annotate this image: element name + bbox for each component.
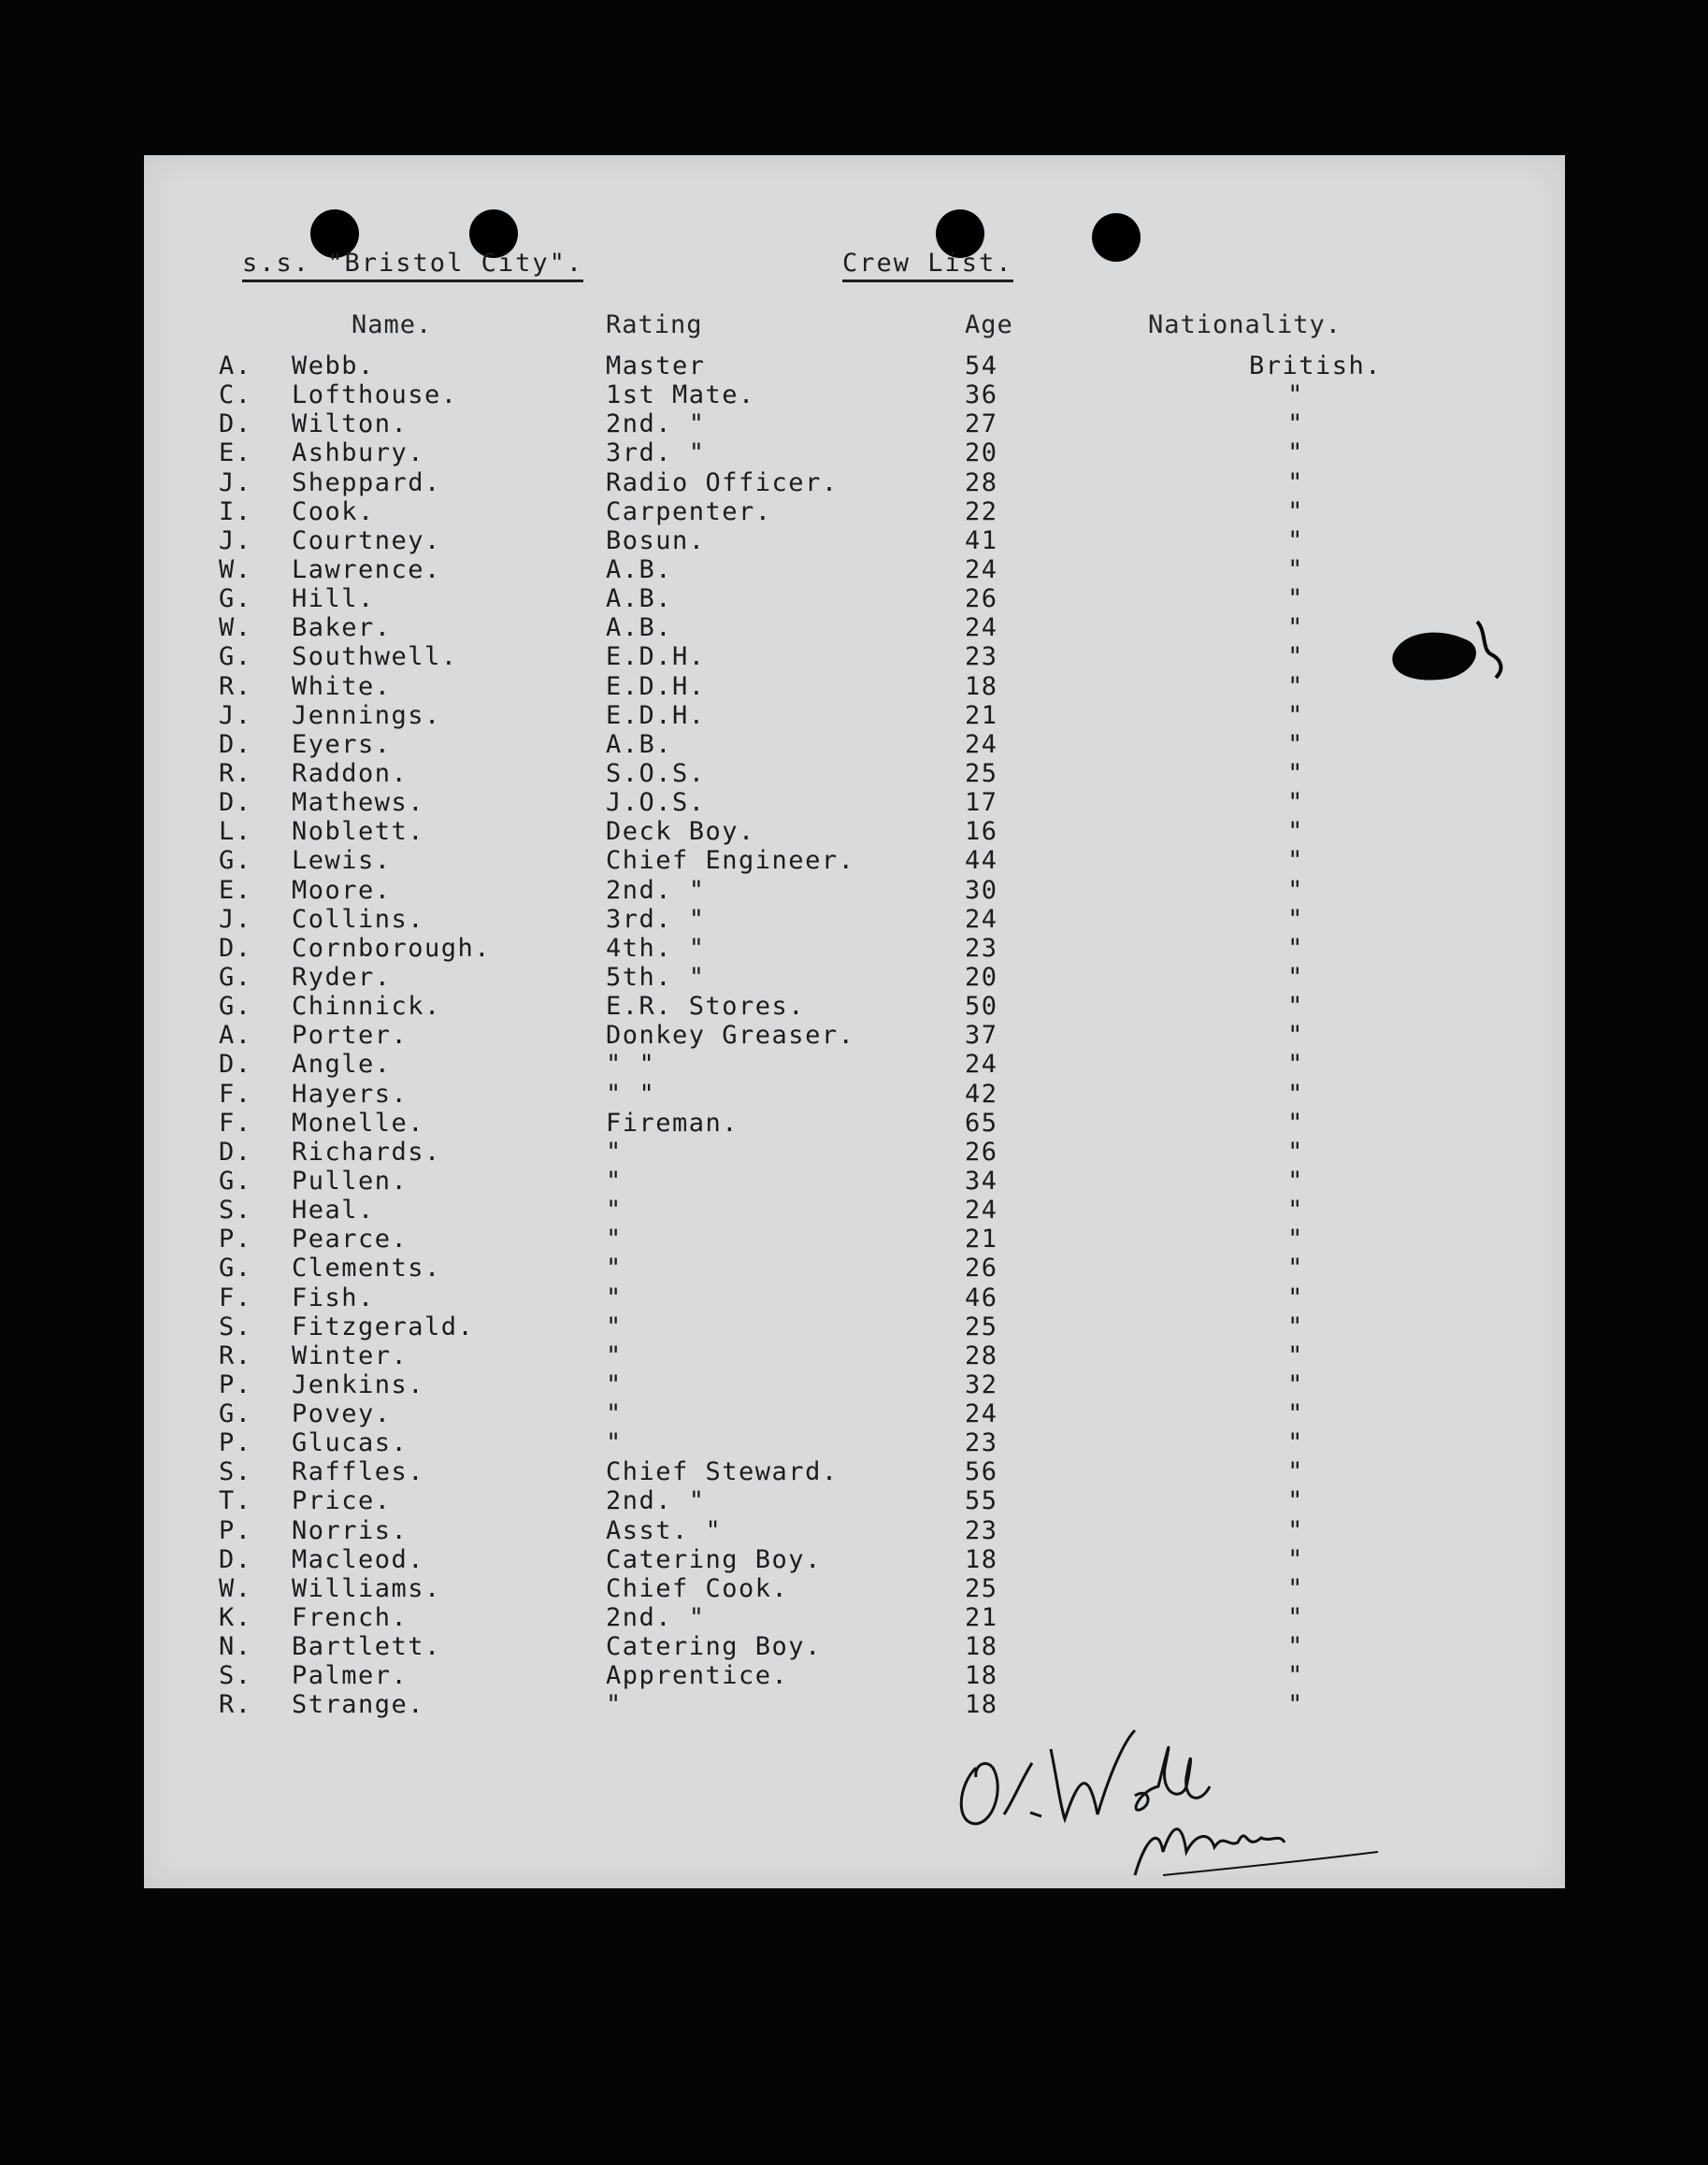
crew-list-page bbox=[144, 155, 1565, 1888]
crew-age: 24 bbox=[965, 904, 998, 934]
crew-nationality: " bbox=[1287, 1661, 1304, 1691]
crew-age: 65 bbox=[965, 1108, 998, 1138]
crew-age: 42 bbox=[965, 1079, 998, 1109]
crew-nationality: " bbox=[1287, 1428, 1304, 1458]
crew-surname: Clements. bbox=[292, 1254, 441, 1283]
crew-initial: J. bbox=[219, 467, 252, 497]
crew-row bbox=[219, 876, 1509, 905]
crew-row bbox=[219, 1516, 1509, 1545]
crew-surname: Southwell. bbox=[292, 642, 458, 672]
crew-rating: Apprentice. bbox=[606, 1661, 789, 1691]
crew-row bbox=[219, 1021, 1509, 1050]
crew-surname: Jenkins. bbox=[292, 1369, 425, 1399]
crew-rating: Catering Boy. bbox=[606, 1544, 822, 1574]
crew-surname: Ryder. bbox=[292, 962, 392, 992]
crew-age: 54 bbox=[965, 351, 998, 380]
crew-rating: A.B. bbox=[606, 613, 673, 643]
crew-age: 23 bbox=[965, 1515, 998, 1545]
crew-surname: Chinnick. bbox=[292, 992, 441, 1022]
crew-surname: Macleod. bbox=[292, 1544, 425, 1574]
crew-nationality: " bbox=[1287, 846, 1304, 876]
crew-initial: R. bbox=[219, 758, 252, 788]
crew-rating: Asst. " bbox=[606, 1515, 723, 1545]
crew-surname: White. bbox=[292, 671, 392, 701]
crew-surname: Angle. bbox=[292, 1050, 392, 1080]
crew-surname: Eyers. bbox=[292, 729, 392, 759]
crew-surname: Palmer. bbox=[292, 1661, 409, 1691]
crew-nationality: " bbox=[1287, 1515, 1304, 1545]
crew-initial: R. bbox=[219, 1341, 252, 1370]
crew-row bbox=[219, 409, 1509, 438]
crew-surname: Collins. bbox=[292, 904, 425, 934]
crew-surname: Raddon. bbox=[292, 758, 409, 788]
crew-initial: D. bbox=[219, 1544, 252, 1574]
crew-rating: " bbox=[606, 1225, 623, 1255]
crew-rating: " " bbox=[606, 1050, 656, 1080]
crew-row bbox=[219, 730, 1509, 759]
crew-nationality: British. bbox=[1249, 351, 1383, 380]
crew-row bbox=[219, 613, 1509, 642]
crew-nationality: " bbox=[1287, 758, 1304, 788]
margin-note-1c bbox=[1468, 449, 1524, 505]
crew-rating: Master bbox=[606, 351, 706, 380]
crew-nationality: " bbox=[1287, 1225, 1304, 1255]
crew-initial: D. bbox=[219, 1050, 252, 1080]
crew-age: 44 bbox=[965, 846, 998, 876]
list-title: Crew List. bbox=[842, 249, 1013, 282]
crew-initial: G. bbox=[219, 1254, 252, 1283]
ink-stamp-blot bbox=[1384, 612, 1514, 696]
crew-nationality: " bbox=[1287, 584, 1304, 614]
crew-initial: S. bbox=[219, 1312, 252, 1341]
crew-row bbox=[219, 1457, 1509, 1486]
crew-nationality: " bbox=[1287, 1369, 1304, 1399]
crew-rating: 5th. " bbox=[606, 962, 706, 992]
crew-row bbox=[219, 846, 1509, 875]
crew-initial: R. bbox=[219, 1690, 252, 1720]
crew-age: 27 bbox=[965, 409, 998, 439]
crew-age: 18 bbox=[965, 671, 998, 701]
crew-nationality: " bbox=[1287, 671, 1304, 701]
crew-initial: S. bbox=[219, 1457, 252, 1487]
crew-rating: 2nd. " bbox=[606, 875, 706, 905]
ship-name: s.s. "Bristol City". bbox=[242, 249, 583, 282]
crew-age: 26 bbox=[965, 1254, 998, 1283]
crew-nationality: " bbox=[1287, 438, 1304, 468]
crew-age: 18 bbox=[965, 1632, 998, 1662]
crew-rating: " bbox=[606, 1137, 623, 1167]
crew-rating: " bbox=[606, 1399, 623, 1429]
crew-row bbox=[219, 1225, 1509, 1254]
column-header-rating: Rating bbox=[606, 310, 703, 339]
crew-initial: P. bbox=[219, 1225, 252, 1255]
crew-initial: W. bbox=[219, 1573, 252, 1603]
crew-row bbox=[219, 1603, 1509, 1632]
crew-initial: L. bbox=[219, 817, 252, 847]
crew-surname: Hayers. bbox=[292, 1079, 409, 1109]
crew-surname: Cook. bbox=[292, 496, 375, 526]
crew-age: 21 bbox=[965, 1225, 998, 1255]
crew-row bbox=[219, 1254, 1509, 1283]
crew-nationality: " bbox=[1287, 817, 1304, 847]
crew-surname: Glucas. bbox=[292, 1428, 409, 1458]
crew-nationality: " bbox=[1287, 525, 1304, 555]
crew-nationality: " bbox=[1287, 496, 1304, 526]
crew-initial: G. bbox=[219, 992, 252, 1022]
crew-surname: Cornborough. bbox=[292, 933, 492, 963]
crew-row bbox=[219, 701, 1509, 730]
crew-surname: Mathews. bbox=[292, 788, 425, 818]
master-signature bbox=[948, 1712, 1397, 1880]
crew-initial: G. bbox=[219, 1399, 252, 1429]
crew-row bbox=[219, 1138, 1509, 1167]
crew-age: 24 bbox=[965, 1050, 998, 1080]
crew-nationality: " bbox=[1287, 904, 1304, 934]
crew-age: 34 bbox=[965, 1166, 998, 1196]
crew-surname: Fitzgerald. bbox=[292, 1312, 475, 1341]
crew-nationality: " bbox=[1287, 1050, 1304, 1080]
crew-initial: N. bbox=[219, 1632, 252, 1662]
crew-rating: 2nd. " bbox=[606, 1486, 706, 1516]
crew-age: 24 bbox=[965, 554, 998, 584]
crew-nationality: " bbox=[1287, 1573, 1304, 1603]
crew-age: 41 bbox=[965, 525, 998, 555]
crew-rating: " bbox=[606, 1369, 623, 1399]
crew-initial: P. bbox=[219, 1369, 252, 1399]
crew-age: 21 bbox=[965, 1603, 998, 1633]
crew-nationality: " bbox=[1287, 1486, 1304, 1516]
crew-surname: Povey. bbox=[292, 1399, 392, 1429]
crew-age: 17 bbox=[965, 788, 998, 818]
crew-row bbox=[219, 1370, 1509, 1399]
crew-surname: Porter. bbox=[292, 1021, 409, 1051]
crew-age: 30 bbox=[965, 875, 998, 905]
crew-rating: " bbox=[606, 1196, 623, 1226]
crew-age: 24 bbox=[965, 613, 998, 643]
crew-nationality: " bbox=[1287, 613, 1304, 643]
crew-age: 18 bbox=[965, 1661, 998, 1691]
crew-row bbox=[219, 1341, 1509, 1370]
crew-age: 23 bbox=[965, 933, 998, 963]
crew-surname: Strange. bbox=[292, 1690, 425, 1720]
crew-surname: Fish. bbox=[292, 1283, 375, 1312]
crew-rating: Chief Engineer. bbox=[606, 846, 855, 876]
crew-initial: G. bbox=[219, 1166, 252, 1196]
crew-rating: Chief Steward. bbox=[606, 1457, 839, 1487]
crew-initial: T. bbox=[219, 1486, 252, 1516]
crew-initial: D. bbox=[219, 409, 252, 439]
crew-nationality: " bbox=[1287, 1341, 1304, 1370]
crew-surname: Pullen. bbox=[292, 1166, 409, 1196]
crew-age: 26 bbox=[965, 1137, 998, 1167]
crew-age: 21 bbox=[965, 700, 998, 730]
crew-surname: French. bbox=[292, 1603, 409, 1633]
crew-row bbox=[219, 934, 1509, 963]
crew-initial: D. bbox=[219, 933, 252, 963]
crew-rating: A.B. bbox=[606, 729, 673, 759]
crew-row bbox=[219, 963, 1509, 992]
crew-initial: E. bbox=[219, 875, 252, 905]
crew-nationality: " bbox=[1287, 729, 1304, 759]
crew-initial: P. bbox=[219, 1515, 252, 1545]
crew-surname: Pearce. bbox=[292, 1225, 409, 1255]
crew-rating: " bbox=[606, 1283, 623, 1312]
crew-surname: Hill. bbox=[292, 584, 375, 614]
crew-age: 23 bbox=[965, 1428, 998, 1458]
crew-row bbox=[219, 1545, 1509, 1574]
crew-age: 36 bbox=[965, 380, 998, 410]
crew-rating: Radio Officer. bbox=[606, 467, 839, 497]
crew-age: 20 bbox=[965, 962, 998, 992]
crew-rating: A.B. bbox=[606, 554, 673, 584]
crew-initial: G. bbox=[219, 962, 252, 992]
crew-rating: Bosun. bbox=[606, 525, 706, 555]
crew-rating: Deck Boy. bbox=[606, 817, 755, 847]
crew-rating: " bbox=[606, 1254, 623, 1283]
crew-age: 28 bbox=[965, 467, 998, 497]
crew-age: 24 bbox=[965, 1399, 998, 1429]
crew-age: 56 bbox=[965, 1457, 998, 1487]
crew-rating: 4th. " bbox=[606, 933, 706, 963]
crew-initial: D. bbox=[219, 1137, 252, 1167]
crew-nationality: " bbox=[1287, 1690, 1304, 1720]
crew-surname: Richards. bbox=[292, 1137, 441, 1167]
crew-nationality: " bbox=[1287, 1254, 1304, 1283]
crew-initial: R. bbox=[219, 671, 252, 701]
crew-surname: Ashbury. bbox=[292, 438, 425, 468]
crew-rating: J.O.S. bbox=[606, 788, 706, 818]
crew-initial: S. bbox=[219, 1661, 252, 1691]
crew-surname: Raffles. bbox=[292, 1457, 425, 1487]
crew-initial: D. bbox=[219, 788, 252, 818]
crew-nationality: " bbox=[1287, 1312, 1304, 1341]
crew-age: 55 bbox=[965, 1486, 998, 1516]
crew-row bbox=[219, 1167, 1509, 1196]
crew-initial: C. bbox=[219, 380, 252, 410]
crew-rating: " bbox=[606, 1690, 623, 1720]
crew-nationality: " bbox=[1287, 554, 1304, 584]
crew-surname: Jennings. bbox=[292, 700, 441, 730]
crew-nationality: " bbox=[1287, 1021, 1304, 1051]
crew-nationality: " bbox=[1287, 1166, 1304, 1196]
crew-surname: Sheppard. bbox=[292, 467, 441, 497]
crew-age: 23 bbox=[965, 642, 998, 672]
crew-initial: J. bbox=[219, 904, 252, 934]
crew-nationality: " bbox=[1287, 1544, 1304, 1574]
crew-initial: F. bbox=[219, 1079, 252, 1109]
crew-rating: " bbox=[606, 1312, 623, 1341]
column-header-nationality: Nationality. bbox=[1148, 310, 1342, 339]
crew-row bbox=[219, 380, 1509, 409]
crew-row bbox=[219, 584, 1509, 613]
crew-age: 18 bbox=[965, 1544, 998, 1574]
crew-age: 16 bbox=[965, 817, 998, 847]
crew-initial: J. bbox=[219, 525, 252, 555]
crew-surname: Heal. bbox=[292, 1196, 375, 1226]
crew-age: 22 bbox=[965, 496, 998, 526]
crew-nationality: " bbox=[1287, 933, 1304, 963]
crew-surname: Lofthouse. bbox=[292, 380, 458, 410]
crew-rating: Catering Boy. bbox=[606, 1632, 822, 1662]
crew-row bbox=[219, 497, 1509, 526]
crew-age: 50 bbox=[965, 992, 998, 1022]
crew-surname: Williams. bbox=[292, 1573, 441, 1603]
crew-nationality: " bbox=[1287, 1603, 1304, 1633]
punch-hole bbox=[1092, 213, 1141, 262]
crew-nationality: " bbox=[1287, 467, 1304, 497]
crew-rating: Donkey Greaser. bbox=[606, 1021, 855, 1051]
crew-surname: Lawrence. bbox=[292, 554, 441, 584]
crew-initial: K. bbox=[219, 1603, 252, 1633]
crew-nationality: " bbox=[1287, 1399, 1304, 1429]
crew-row bbox=[219, 672, 1509, 701]
crew-age: 26 bbox=[965, 584, 998, 614]
crew-initial: A. bbox=[219, 351, 252, 380]
crew-row bbox=[219, 905, 1509, 934]
crew-nationality: " bbox=[1287, 1457, 1304, 1487]
crew-rating: 3rd. " bbox=[606, 438, 706, 468]
crew-surname: Winter. bbox=[292, 1341, 409, 1370]
crew-row bbox=[219, 1196, 1509, 1225]
crew-initial: G. bbox=[219, 846, 252, 876]
crew-initial: F. bbox=[219, 1283, 252, 1312]
crew-age: 25 bbox=[965, 1312, 998, 1341]
crew-rating: S.O.S. bbox=[606, 758, 706, 788]
crew-rating: E.D.H. bbox=[606, 642, 706, 672]
crew-surname: Baker. bbox=[292, 613, 392, 643]
crew-row bbox=[219, 526, 1509, 555]
crew-age: 20 bbox=[965, 438, 998, 468]
crew-row bbox=[219, 351, 1509, 380]
crew-initial: P. bbox=[219, 1428, 252, 1458]
crew-nationality: " bbox=[1287, 700, 1304, 730]
crew-surname: Price. bbox=[292, 1486, 392, 1516]
crew-rating: Carpenter. bbox=[606, 496, 772, 526]
crew-rating: 3rd. " bbox=[606, 904, 706, 934]
crew-surname: Bartlett. bbox=[292, 1632, 441, 1662]
crew-initial: S. bbox=[219, 1196, 252, 1226]
crew-nationality: " bbox=[1287, 380, 1304, 410]
crew-row bbox=[219, 1661, 1509, 1690]
crew-row bbox=[219, 1428, 1509, 1457]
crew-rating: " " bbox=[606, 1079, 656, 1109]
crew-rating: E.R. Stores. bbox=[606, 992, 806, 1022]
crew-row bbox=[219, 1574, 1509, 1603]
crew-surname: Lewis. bbox=[292, 846, 392, 876]
crew-rating: 2nd. " bbox=[606, 409, 706, 439]
crew-nationality: " bbox=[1287, 788, 1304, 818]
crew-nationality: " bbox=[1287, 1196, 1304, 1226]
crew-row bbox=[219, 1312, 1509, 1341]
crew-rating: " bbox=[606, 1166, 623, 1196]
crew-age: 25 bbox=[965, 1573, 998, 1603]
crew-initial: F. bbox=[219, 1108, 252, 1138]
crew-row bbox=[219, 1080, 1509, 1109]
crew-initial: J. bbox=[219, 700, 252, 730]
crew-nationality: " bbox=[1287, 1137, 1304, 1167]
crew-row bbox=[219, 788, 1509, 817]
crew-rating: " bbox=[606, 1428, 623, 1458]
crew-nationality: " bbox=[1287, 1283, 1304, 1312]
crew-surname: Webb. bbox=[292, 351, 375, 380]
crew-age: 28 bbox=[965, 1341, 998, 1370]
crew-row bbox=[219, 468, 1509, 497]
crew-surname: Monelle. bbox=[292, 1108, 425, 1138]
crew-row bbox=[219, 1399, 1509, 1428]
column-header-name: Name. bbox=[352, 310, 433, 339]
crew-age: 24 bbox=[965, 1196, 998, 1226]
crew-rating: E.D.H. bbox=[606, 700, 706, 730]
crew-surname: Wilton. bbox=[292, 409, 409, 439]
crew-row bbox=[219, 555, 1509, 584]
crew-nationality: " bbox=[1287, 962, 1304, 992]
crew-row bbox=[219, 642, 1509, 671]
crew-row bbox=[219, 438, 1509, 467]
crew-nationality: " bbox=[1287, 1108, 1304, 1138]
crew-age: 37 bbox=[965, 1021, 998, 1051]
crew-age: 32 bbox=[965, 1369, 998, 1399]
crew-initial: G. bbox=[219, 642, 252, 672]
crew-rating: " bbox=[606, 1341, 623, 1370]
crew-rating: E.D.H. bbox=[606, 671, 706, 701]
crew-initial: E. bbox=[219, 438, 252, 468]
crew-nationality: " bbox=[1287, 992, 1304, 1022]
crew-row bbox=[219, 1050, 1509, 1079]
crew-initial: W. bbox=[219, 613, 252, 643]
crew-rating: 2nd. " bbox=[606, 1603, 706, 1633]
crew-age: 18 bbox=[965, 1690, 998, 1720]
crew-nationality: " bbox=[1287, 875, 1304, 905]
crew-row bbox=[219, 1486, 1509, 1515]
crew-initial: D. bbox=[219, 729, 252, 759]
column-header-age: Age bbox=[965, 310, 1013, 339]
crew-initial: G. bbox=[219, 584, 252, 614]
crew-surname: Moore. bbox=[292, 875, 392, 905]
crew-table bbox=[219, 351, 1509, 1720]
crew-row bbox=[219, 992, 1509, 1021]
crew-age: 46 bbox=[965, 1283, 998, 1312]
crew-rating: A.B. bbox=[606, 584, 673, 614]
crew-rating: Fireman. bbox=[606, 1108, 739, 1138]
crew-row bbox=[219, 1632, 1509, 1661]
crew-rating: 1st Mate. bbox=[606, 380, 755, 410]
crew-nationality: " bbox=[1287, 1632, 1304, 1662]
crew-nationality: " bbox=[1287, 409, 1304, 439]
crew-age: 24 bbox=[965, 729, 998, 759]
crew-row bbox=[219, 817, 1509, 846]
crew-surname: Noblett. bbox=[292, 817, 425, 847]
crew-row bbox=[219, 1283, 1509, 1312]
crew-row bbox=[219, 759, 1509, 788]
crew-initial: I. bbox=[219, 496, 252, 526]
crew-row bbox=[219, 1109, 1509, 1138]
crew-nationality: " bbox=[1287, 642, 1304, 672]
crew-rating: Chief Cook. bbox=[606, 1573, 789, 1603]
crew-surname: Norris. bbox=[292, 1515, 409, 1545]
crew-surname: Courtney. bbox=[292, 525, 441, 555]
crew-initial: A. bbox=[219, 1021, 252, 1051]
crew-nationality: " bbox=[1287, 1079, 1304, 1109]
crew-initial: W. bbox=[219, 554, 252, 584]
crew-age: 25 bbox=[965, 758, 998, 788]
